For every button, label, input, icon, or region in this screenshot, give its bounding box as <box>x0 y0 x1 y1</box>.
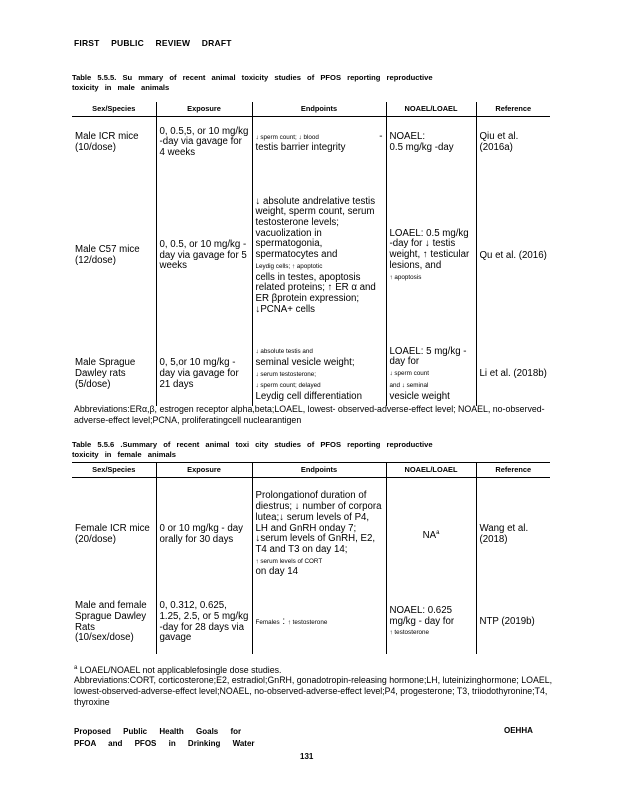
noael-cell <box>386 117 476 169</box>
noael-cell <box>386 592 476 654</box>
table2-header-noael: NOAEL/LOAEL <box>386 463 476 478</box>
endpoints-text: cells in testes, apoptosis related proteins; ↑ ER α and ER βprotein expression; ↓PCNA+ cells <box>255 271 376 315</box>
reference-cell: NTP (2019b) <box>476 592 550 654</box>
endpoints-small-text: ↑ testosterone <box>287 618 328 626</box>
endpoints-cell <box>252 592 386 654</box>
table2-abbreviations: Abbreviations:CORT, corticosterone;E2, estradiol;GnRH, gonadotropin-releasing hormone;LH, luteinizinghormone; LOAEL, lowest-observed-adverse-effect level;NOAEL, no-observed-adverse-effect level;P4, progesterone; T3, triiodothyronine;T4, thyroxine <box>74 675 553 708</box>
table2-header-exposure: Exposure <box>156 463 252 478</box>
species-cell: Male Sprague Dawley rats (5/dose) <box>75 357 136 390</box>
exposure-cell: 0 or 10 mg/kg - day orally for 30 days <box>156 478 252 592</box>
noael-small-text: ↑ testosterone <box>389 629 430 637</box>
table-row <box>72 592 550 654</box>
endpoints-text: on day 14 <box>255 566 299 578</box>
noael-cell <box>386 344 476 406</box>
reference-cell: Wang et al. (2018) <box>476 478 550 592</box>
table1-caption <box>72 73 433 93</box>
exposure-cell: 0, 0.312, 0.625, 1.25, 2.5, or 5 mg/kg -day for 28 days via gavage <box>156 592 252 654</box>
noael-cell <box>386 169 476 344</box>
footer-agency: OEHHA <box>504 726 533 735</box>
noael-text: vesicle weight <box>389 390 450 402</box>
footer-title <box>74 726 255 749</box>
exposure-cell: 0, 5,or 10 mg/kg -day via gavage for 21 days <box>156 344 252 406</box>
noael-small-text: ↑ apoptosis <box>389 273 422 281</box>
endpoints-text: seminal vesicle weight; <box>255 356 355 368</box>
endpoints-dash: - <box>379 130 383 142</box>
noael-label: NOAEL: <box>389 131 426 143</box>
table2 <box>72 462 550 654</box>
exposure-cell: 0, 0.5,5, or 10 mg/kg -day via gavage for 4 weeks <box>156 117 252 169</box>
endpoints-text: ↓ absolute andrelative testis weight, sperm count, serum testosterone levels; vacuolization in spermatogonia, spermatocytes and <box>255 195 376 261</box>
noael-small-text: and ↓ seminal <box>389 381 429 389</box>
table-row <box>72 344 550 406</box>
endpoints-text: Leydig cell differentiation <box>255 391 362 403</box>
page-number: 131 <box>300 752 314 761</box>
reference-cell: Li et al. (2018b) <box>476 344 550 406</box>
table2-caption <box>72 440 433 460</box>
table2-caption-line2: toxicity in female animals <box>72 450 177 459</box>
endpoints-small-text: ↓ serum testosterone; <box>255 370 317 378</box>
noael-text: LOAEL: 5 mg/kg -day for <box>389 345 467 368</box>
table1-caption-line1: Table 5.5.5. Su mmary of recent animal toxicity studies of PFOS reporting reproductive <box>72 73 433 82</box>
table1-header-exposure: Exposure <box>156 102 252 117</box>
endpoints-small-text: ↓ sperm count; delayed <box>255 382 321 390</box>
table2-header-endpoints: Endpoints <box>252 463 386 478</box>
endpoints-small-text: ↓ absolute testis and <box>255 348 313 356</box>
endpoints-cell <box>252 344 386 406</box>
table2-header-row <box>72 463 550 478</box>
footnote-marker: a <box>74 665 78 671</box>
endpoints-cell <box>252 117 386 169</box>
table2-caption-line1: Table 5.5.6 .Summary of recent animal toxi city studies of PFOS reporting reproductive <box>72 440 433 449</box>
noael-small-text: ↓ sperm count <box>389 370 430 378</box>
endpoints-small-text: Leydig cells; ↑ apoptotic <box>255 262 323 270</box>
table2-header-species: Sex/Species <box>92 465 136 474</box>
table1-header-reference: Reference <box>476 102 550 117</box>
endpoints-small-text: Females <box>255 618 280 626</box>
noael-cell <box>386 478 476 592</box>
footer-line2: PFOA and PFOS in Drinking Water <box>74 738 255 748</box>
reference-cell: Qiu et al. (2016a) <box>476 117 550 169</box>
species-cell: Male ICR mice (10/dose) <box>75 131 139 153</box>
table-row <box>72 117 550 169</box>
endpoints-cell <box>252 169 386 344</box>
footnote-text: LOAEL/NOAEL not applicablefosingle dose studies. <box>77 664 282 675</box>
species-cell: Male and female Sprague Dawley Rats (10/sex/dose) <box>75 600 147 644</box>
noael-text: NA <box>422 530 437 542</box>
table1-header-species: Sex/Species <box>92 104 136 113</box>
endpoints-small-text: ↑ serum levels of CORT <box>255 557 323 565</box>
table-row <box>72 478 550 592</box>
table1-abbreviations: Abbreviations:ERα,β, estrogen receptor alpha,beta;LOAEL, lowest- observed-adverse-effect level; NOAEL, no-observed-adverse-effect level;PCNA, proliferatingcell nuclearantigen <box>74 404 545 426</box>
table1-header-endpoints: Endpoints <box>252 102 386 117</box>
endpoints-colon: : <box>282 615 286 627</box>
endpoints-small-text: ↓ sperm count; ↓ blood <box>255 133 319 141</box>
reference-cell: Qu et al. (2016) <box>476 169 550 344</box>
noael-text: NOAEL: 0.625 mg/kg - day for <box>389 604 455 627</box>
table2-header-reference: Reference <box>476 463 550 478</box>
species-cell: Female ICR mice (20/dose) <box>75 523 150 545</box>
table1-header-noael: NOAEL/LOAEL <box>386 102 476 117</box>
exposure-cell: 0, 0.5, or 10 mg/kg -day via gavage for 5 weeks <box>156 169 252 344</box>
noael-value: 0.5 mg/kg -day <box>389 141 454 153</box>
table-row <box>72 169 550 344</box>
table1-header-row <box>72 102 550 117</box>
endpoints-text: Prolongationof duration of diestrus; ↓ number of corpora lutea;↓ serum levels of P4, LH and GnRH onday 7; ↓serum levels of GnRH, E2, T4 and T3 on day 14; <box>255 490 382 555</box>
footer-line1: Proposed Public Health Goals for <box>74 727 242 736</box>
table1 <box>72 102 550 406</box>
endpoints-text: testis barrier integrity <box>255 142 346 154</box>
noael-text: LOAEL: 0.5 mg/kg -day for ↓ testis weight, ↑ testicular lesions, and <box>389 227 470 271</box>
species-cell: Male C57 mice (12/dose) <box>75 244 140 266</box>
endpoints-cell <box>252 478 386 592</box>
footnote-marker: a <box>436 529 440 536</box>
draft-header: FIRST PUBLIC REVIEW DRAFT <box>74 38 232 48</box>
table1-caption-line2: toxicity in male animals <box>72 83 170 92</box>
